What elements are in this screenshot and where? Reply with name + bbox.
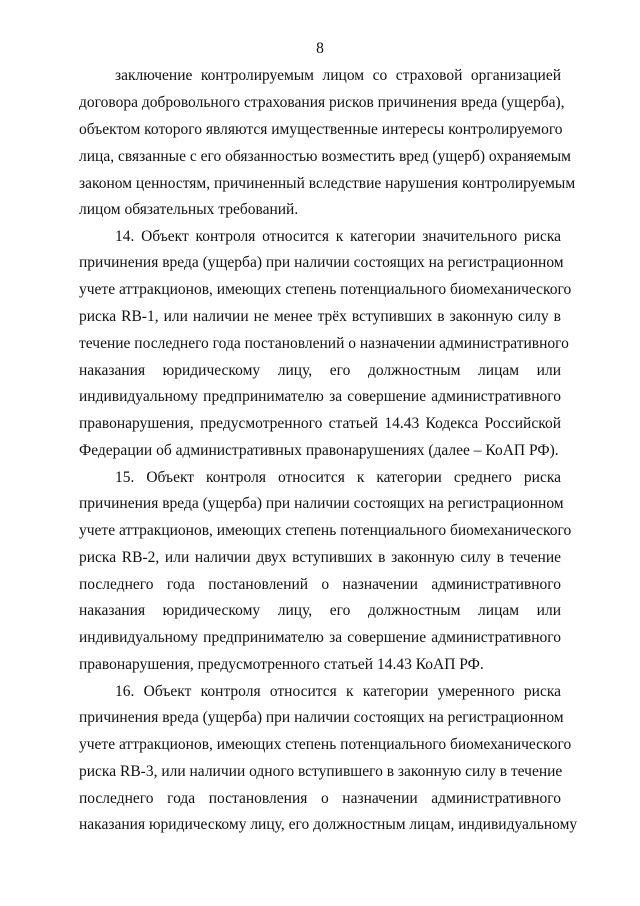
text-line: Федерации об административных правонарушениях (далее – КоАП РФ). <box>79 442 559 459</box>
text-line: риска RB-1, или наличии не менее трёх вступивших в законную силу в <box>79 308 561 325</box>
text-line: последнего года постановлений о назначении административного <box>79 576 561 593</box>
text-line: наказания юридическому лицу, его должностным лицам, индивидуальному <box>79 816 578 833</box>
text-line: 16. Объект контроля относится к категории умеренного риска <box>115 683 561 700</box>
text-line: наказания юридическому лицу, его должностным лицам или <box>79 362 561 379</box>
text-line: индивидуальному предпринимателю за совершение административного <box>79 629 561 646</box>
text-line: учете аттракционов, имеющих степень потенциального биомеханического <box>79 522 572 539</box>
text-line: причинения вреда (ущерба) при наличии состоящих на регистрационном <box>79 254 564 271</box>
text-line: правонарушения, предусмотренного статьей 14.43 КоАП РФ. <box>79 656 484 673</box>
text-line: объектом которого являются имущественные интересы контролируемого <box>79 121 563 138</box>
text-line: риска RB-2, или наличии двух вступивших в законную силу в течение <box>79 549 561 566</box>
text-line: 14. Объект контроля относится к категории значительного риска <box>115 228 561 245</box>
text-line: причинения вреда (ущерба) при наличии состоящих на регистрационном <box>79 495 564 512</box>
text-line: законом ценностям, причиненный вследствие нарушения контролируемым <box>79 175 576 192</box>
text-line: последнего года постановления о назначении административного <box>79 790 561 807</box>
text-line: риска RB-3, или наличии одного вступившего в законную силу в течение <box>79 763 563 780</box>
text-line: течение последнего года постановлений о назначении административного <box>79 335 569 352</box>
text-line: правонарушения, предусмотренного статьей 14.43 Кодекса Российской <box>79 415 561 432</box>
page-number: 8 <box>316 40 324 57</box>
text-line: заключение контролируемым лицом со страховой организацией <box>115 67 561 84</box>
text-line: наказания юридическому лицу, его должностным лицам или <box>79 602 561 619</box>
text-line: 15. Объект контроля относится к категории среднего риска <box>115 469 561 486</box>
text-line: учете аттракционов, имеющих степень потенциального биомеханического <box>79 736 572 753</box>
text-line: причинения вреда (ущерба) при наличии состоящих на регистрационном <box>79 709 564 726</box>
text-line: учете аттракционов, имеющих степень потенциального биомеханического <box>79 281 572 298</box>
text-line: лица, связанные с его обязанностью возместить вред (ущерб) охраняемым <box>79 148 571 165</box>
text-line: договора добровольного страхования рисков причинения вреда (ущерба), <box>79 94 565 111</box>
text-line: индивидуальному предпринимателю за совершение административного <box>79 388 561 405</box>
text-line: лицом обязательных требований. <box>79 201 299 218</box>
